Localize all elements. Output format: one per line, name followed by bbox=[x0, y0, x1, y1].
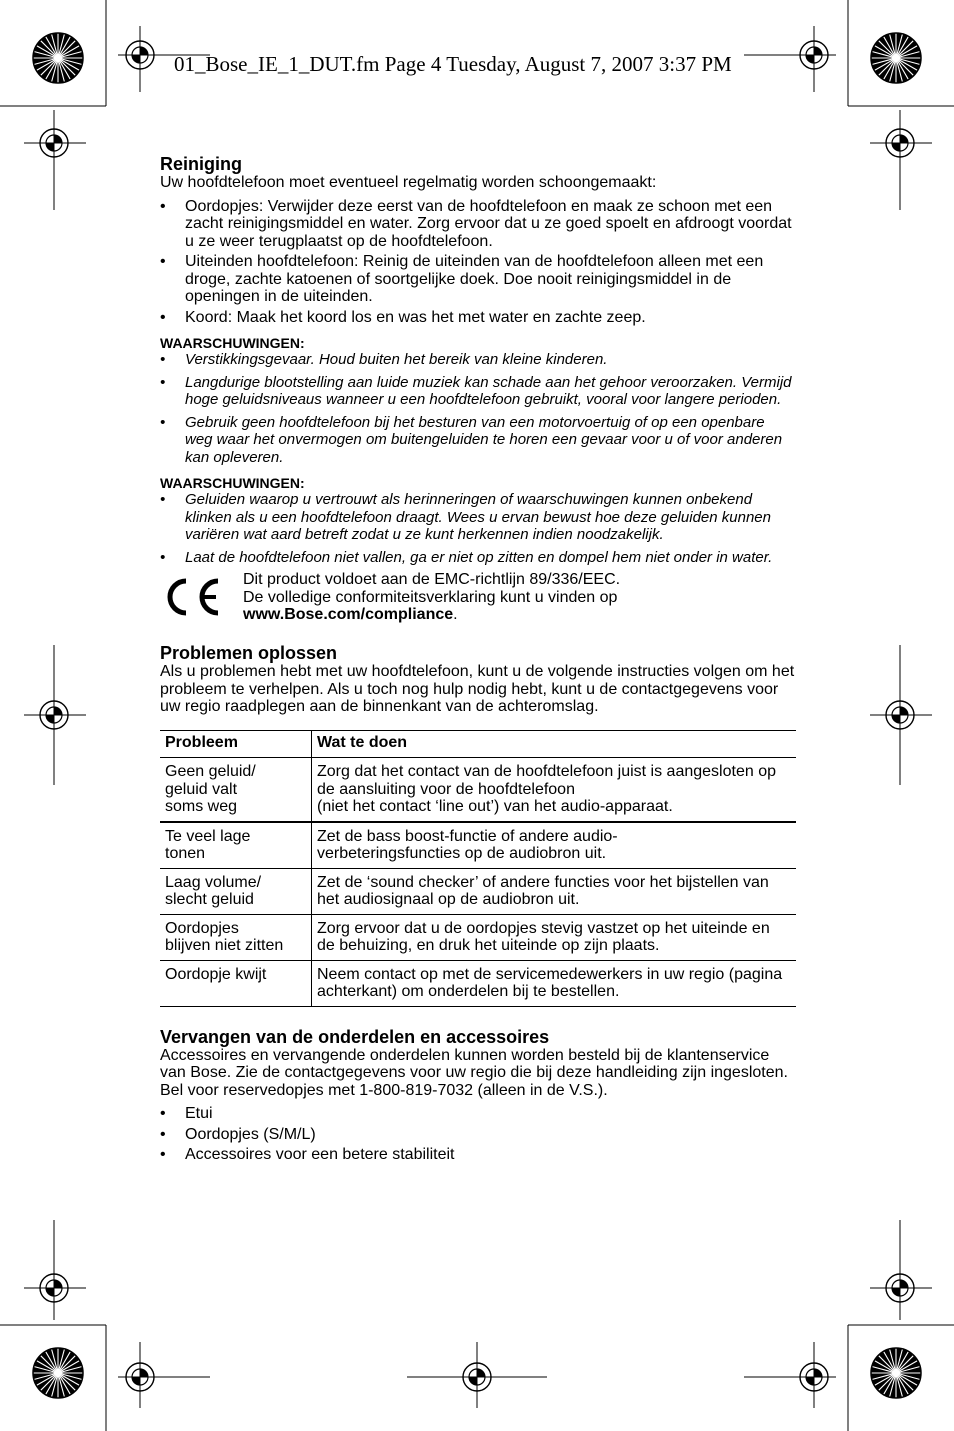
troubleshooting-title: Problemen oplossen bbox=[160, 643, 338, 663]
ce-link-suffix: . bbox=[453, 606, 458, 623]
cleaning-intro: Uw hoofdtelefoon moet eventueel regelmatig worden schoongemaakt: bbox=[160, 174, 657, 191]
table-row bbox=[160, 758, 796, 822]
ce-compliance bbox=[160, 571, 796, 629]
warnings-list bbox=[160, 491, 796, 566]
replacement-intro: Accessoires en vervangende onderdelen kunnen worden besteld bij de klantenservice van Bose. Zie de contactgegevens voor uw regio die bij deze handleiding zijn ingesloten. Bel voor reservedopjes met 1-800-819-7032 (alleen in de V.S.). bbox=[160, 1046, 788, 1099]
ce-line-2: De volledige conformiteitsverklaring kunt u vinden op bbox=[243, 588, 618, 606]
list-item: • Geluiden waarop u vertrouwt als herinneringen of waarschuwingen kunnen onbekend klinken als u een hoofdtelefoon draagt. Wees u ervan bewust hoe deze geluiden kunnen variëren wat aard betreft zodat u ze kunt herkennen indien noodzakelijk. bbox=[160, 491, 796, 544]
problem-cell: Te veel lage tonen bbox=[160, 822, 312, 869]
list-item: • Laat de hoofdtelefoon niet vallen, ga er niet op zitten en dompel hem niet onder in water. bbox=[160, 549, 796, 567]
solution-cell: Zorg dat het contact van de hoofdtelefoon juist is aangesloten op de aansluiting voor de hoofdtelefoon (niet het contact ‘line out’) van het audio-apparaat. bbox=[312, 758, 797, 822]
list-item: • Langdurige blootstelling aan luide muziek kan schade aan het gehoor veroorzaken. Vermijd hoge geluidsniveaus wanneer u een hoofdtelefoon gebruikt, vooral voor langere perioden. bbox=[160, 374, 796, 409]
list-item: • Verstikkingsgevaar. Houd buiten het bereik van kleine kinderen. bbox=[160, 351, 796, 369]
list-item: • Etui bbox=[160, 1105, 796, 1123]
warnings-title: WAARSCHUWINGEN: bbox=[160, 335, 305, 351]
table-row bbox=[160, 868, 796, 914]
warnings-title: WAARSCHUWINGEN: bbox=[160, 475, 305, 491]
list-item: • Oordopjes (S/M/L) bbox=[160, 1126, 796, 1144]
cleaning-title: Reiniging bbox=[160, 154, 242, 174]
cleaning-list bbox=[160, 198, 796, 327]
file-header: 01_Bose_IE_1_DUT.fm Page 4 Tuesday, August 7, 2007 3:37 PM bbox=[174, 52, 732, 76]
solution-cell: Zorg ervoor dat u de oordopjes stevig vastzet op het uiteinde en de behuizing, en druk het uiteinde op zijn plaats. bbox=[312, 914, 797, 960]
problem-cell: Oordopjes blijven niet zitten bbox=[160, 914, 312, 960]
header-problem: Probleem bbox=[160, 730, 312, 758]
table-row bbox=[160, 822, 796, 869]
ce-mark-icon bbox=[164, 577, 224, 617]
solution-cell: Zet de bass boost-functie of andere audio- verbeteringsfuncties op de audiobron uit. bbox=[312, 822, 797, 869]
problem-cell: Oordopje kwijt bbox=[160, 960, 312, 1006]
troubleshooting-table bbox=[160, 730, 796, 1007]
problem-cell: Laag volume/ slecht geluid bbox=[160, 868, 312, 914]
list-item: • Gebruik geen hoofdtelefoon bij het besturen van een motorvoertuig of op een openbare weg waar het onvermogen om buitengeluiden te horen een gevaar voor u of voor anderen kan opleveren. bbox=[160, 414, 796, 467]
replacement-list bbox=[160, 1105, 796, 1164]
solution-cell: Zet de ‘sound checker’ of andere functies voor het bijstellen van het audiosignaal op de audiobron uit. bbox=[312, 868, 797, 914]
solution-cell: Neem contact op met de servicemedewerkers in uw regio (pagina achterkant) om onderdelen bij te bestellen. bbox=[312, 960, 797, 1006]
list-item: • Accessoires voor een betere stabiliteit bbox=[160, 1146, 796, 1164]
replacement-title: Vervangen van de onderdelen en accessoires bbox=[160, 1026, 550, 1047]
ce-line-3 bbox=[243, 606, 620, 624]
troubleshooting-intro: Als u problemen hebt met uw hoofdtelefoon, kunt u de volgende instructies volgen om het probleem te verhelpen. Als u toch nog hulp nodig hebt, kunt u de contactgegevens voor uw regio raadplegen aan de binnenkant van de achteromslag. bbox=[160, 663, 795, 715]
ce-line-1: Dit product voldoet aan de EMC-richtlijn 89/336/EEC. bbox=[243, 571, 621, 588]
list-item: • Oordopjes: Verwijder deze eerst van de hoofdtelefoon en maak ze schoon met een zacht reinigingsmiddel en water. Zorg ervoor dat u ze goed spoelt en afdroogt voordat u ze weer terugplaatst op de hoofdtelefoon. bbox=[160, 198, 796, 251]
problem-cell: Geen geluid/ geluid valt soms weg bbox=[160, 758, 312, 822]
compliance-link[interactable]: www.Bose.com/compliance bbox=[243, 606, 454, 623]
warnings-list bbox=[160, 351, 796, 466]
page-content bbox=[160, 154, 796, 1167]
table-row bbox=[160, 914, 796, 960]
table-row bbox=[160, 960, 796, 1006]
ce-text bbox=[243, 571, 620, 624]
list-item: • Uiteinden hoofdtelefoon: Reinig de uiteinden van de hoofdtelefoon alleen met een droge, zachte katoenen of soortgelijke doek. Doe nooit reinigingsmiddel in de openingen in de uiteinden. bbox=[160, 253, 796, 306]
table-header-row bbox=[160, 730, 796, 758]
list-item: • Koord: Maak het koord los en was het met water en zachte zeep. bbox=[160, 309, 796, 327]
header-solution: Wat te doen bbox=[312, 730, 797, 758]
